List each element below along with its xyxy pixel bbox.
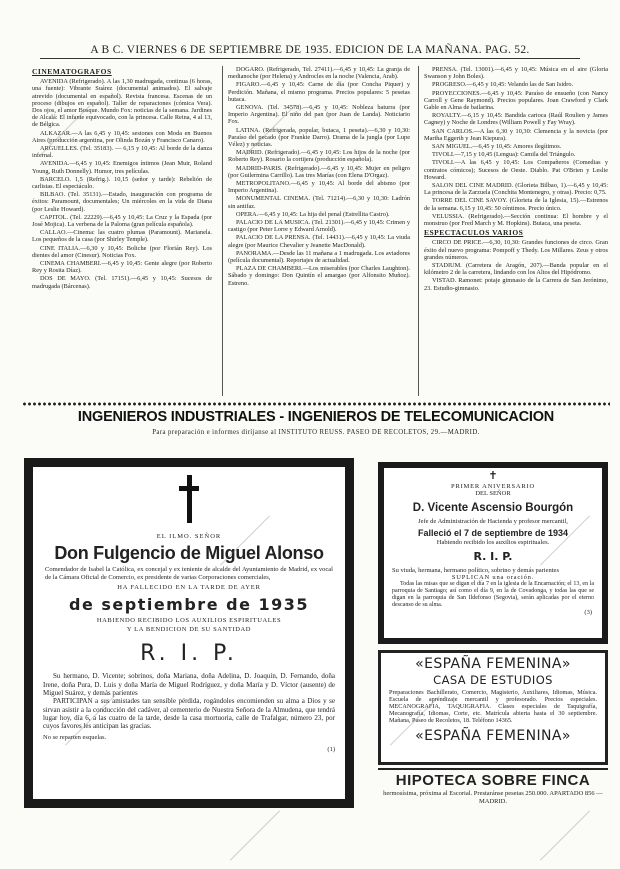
anniversary-heading: PRIMER ANIVERSARIO [451,483,535,490]
listing: CALLAO.—Cinema: las cuatro plumas (Paramount). Marianela. Los pequeños de la casa (por Shirley Temple). [32,229,212,244]
anniversary-masses: Todas las misas que se digan el día 7 en la iglesia de la Encarnación; el 13, en la parroquia de Santiago; así como el día 9, en la de Covadonga, y todas las que se digan en la parroquia de San Ildefonso (Segovia), serán aplicadas por el eterno descanso de su alma. [392,581,594,608]
cross-icon [179,475,199,523]
obituary-died-line: HA FALLECIDO EN LA TARDE DE AYER [117,584,261,592]
listing: PLAZA DE CHAMBERI.—Los miserables (por Charles Laughton). Sábado y domingo: Don Quintín el amargao (por Alfonsito Muñoz). Estreno. [228,265,410,287]
school-ad-subtitle: CASA DE ESTUDIOS [433,673,553,687]
anniversary-titles: Jefe de Administración de Hacienda y profesor mercantil, [418,517,568,525]
anniversary-rip: R. I. P. [473,549,513,563]
listing: ALKAZAR.—A las 6,45 y 10,45: sesiones con Moda en Buenos Aires (producción argentina, por Olinda Bozán y Francisco Canaro). [32,129,212,144]
obituary-ref: (1) [327,745,335,753]
listing: CINE ITALIA.—6,30 y 10,45: Boliche (por Florián Rey). Los dientes del amor (Cinesur). Noticias Fox. [32,244,212,259]
listing: OPERA.—6,45 y 10,45: La hija del penal (Estrellita Castro). [236,210,390,218]
anniversary-subheading: DEL SEÑOR [475,490,511,498]
obituary-sacraments: HABIENDO RECIBIDO LOS AUXILIOS ESPIRITUALES [96,616,282,624]
engineering-ad-subtitle: Para preparación e informes diríjanse al INSTITUTO REUSS. PASEO DE RECOLETOS, 29.—MADRID. [152,429,480,436]
listing: PRENSA. (Tel. 13001).—6,45 y 10,45: Música en el aire (Gloria Swanson y John Boles). [424,66,608,81]
listing: TIVOLI.—7,15 y 10,45 (Lengua): Camila del Triángulo. [432,151,576,159]
obituary-honorific: EL ILMO. SEÑOR [156,533,222,540]
listing: CAPITOL. (Tel. 22229).—6,45 y 10,45: La Cruz y la Espada (por José Mojica). La verbena de la Paloma (gran película española). [32,213,212,229]
listing: SAN MIGUEL.—6,45 y 10,45: Amores ilegítimos. [432,143,562,151]
obituary-name: Don Fulgencio de Miguel Alonso [54,543,324,564]
listing: ARGUELLES. (Tel. 35183). — 6,15 y 10,45: Al borde de la danza infernal. [32,145,212,160]
obituary-blessing: Y LA BENDICION DE SU SANTIDAD [126,626,252,634]
listing: CIRCO DE PRICE.—6,30, 10,30: Grandes funciones de circo. Gran éxito del nuevo programa: Pompoff y Thedy. Los Millares. Zeus y otros grandes números. [424,239,608,261]
anniversary-died: Falleció el 7 de septiembre de 1934 [417,528,569,539]
column-cinemas-1 [32,66,212,291]
listing: PANORAMA.—Desde las 11 mañana a 1 madrugada. Los aviadores (película documental). Reportajes de actualidad. [228,249,410,265]
engineering-ad [22,408,610,437]
listing: AVENIDA.—6,45 y 10,45: Enemigos íntimos (Jean Muir, Roland Young, Ruth Donnelly). Humor, tres películas. [32,160,212,175]
anniversary-family: Su viuda, hermana, hermano político, sobrino y demás parientes [392,566,559,574]
listing: PROYECCIONES.—6,45 y 10,45: Paraíso de ensueño (con Nancy Carroll y Gene Raymond). Precios populares. Joan Crawford y Clark Gable en Alma de bailarina. [424,89,608,112]
mortgage-ad-title: HIPOTECA SOBRE FINCA [395,772,591,789]
dotted-rule [22,402,610,406]
watermark-logo [540,810,590,860]
listing: VISTAD. Ramonet: potaje gimnasio de la Carrera de San Jerónimo, 23. Estudio-gimnasio. [424,277,608,292]
anniversary-name: D. Vicente Ascensio Bourgón [412,501,574,514]
listing: TIVOLI.—A las 6,45 y 10,45: Los Compañeros (Comedias y contratos cómicos); Sucesos de Oeste. Diablo. Pat O'Brien y Leslie Howard. [424,159,608,181]
listing: DOGARO. (Refrigerado, Tel. 27411).—6,45 y 10,45: La granja de medianoche (por Helena) y Androcles en la noche (Valencia, Arab). [228,66,410,81]
obituary-fulgencio [24,458,354,808]
listing: MADRID. (Refrigerado).—6,45 y 10,45: Los hijos de la noche (por Roberto Rey). Rosario la cortijera (producción española). [228,149,410,164]
obituary-body [33,672,345,758]
school-ad-footer: «ESPAÑA FEMENINA» [415,728,571,744]
listing: TORRE DEL CINE SAVOY. (Glorieta de la Iglesia, 15).—Estrenos de la semana. 6,15 y 10,45: 50 céntimos. Precio único. [424,197,608,212]
listing: GENOVA. (Tel. 34578).—6,45 y 10,45: Nobleza baturra (por Imperio Argentina). El niño del pan (por Juan de Landa). Noticiario Fox. [228,104,410,126]
anniversary-sacraments: Habiendo recibido los auxilios espirituales. [436,539,550,547]
mortgage-ad [378,768,608,805]
listing: FIGARO.—6,45 y 10,45: Carne de día (por Concha Piquer) y Perdición. Mañana, el mismo programa. Precios populares: 5 pesetas butaca. [228,81,410,103]
school-ad-text: Preparaciones Bachillerato, Comercio, Magisterio, Auxiliares, Idiomas, Música. Escuela de aprendizaje mercantil y profesorado. Precios especiales. MECANOGRAFIA, TAQUIGRAFIA. Clases especiales de Taquigrafía, Mecanografía, Idiomas, Corte, etc. Matrícula abierta hasta el 30 septiembre. Mañana, Paseo de Recoletos, 18. Teléfono 14365. [389,689,597,724]
listing: AVENIDA (Refrigerado). A las 1,30 madrugada, continua (6 horas, una fuente): Vibrante Suárez (documental animados). El salvaje atrevido (documental en español). Revista francesa. Escenas de un proceso (dibujos en español). Taller de reparaciones (cómica Vera). Dos ojos, el amor Bosque. Mundo Fox: noticias de la semana. Jardines de Alcalá: El infante equivocado, con la princesa. Calle Reina, 4 al 13, de Bélgica. [32,78,212,129]
obituary-date: de septiembre de 1935 [68,594,310,614]
listing: PALACIO DE LA PRENSA. (Tel. 14431).—6,45 y 10,45: La viuda alegre (por Maurice Chevalier y Jeanette MacDonald). [228,234,410,249]
engineering-ad-title: INGENIEROS INDUSTRIALES - INGENIEROS DE TELECOMUNICACION [77,409,555,425]
listing: LATINA. (Refrigerada, popular, butaca, 1 peseta).—6,30 y 10,30: Paraíso del pecado (por Frankie Darro). Drama de la jungla (por Lupe Vélez) y noticias. [228,126,410,149]
listing: CINEMA CHAMBERI.—6,45 y 10,45: Gente alegre (por Roberto Rey y Rosita Díaz). [32,260,212,275]
obituary-vicente [378,462,608,644]
school-ad-title: «ESPAÑA FEMENINA» [415,656,571,672]
obituary-titles: Comendador de Isabel la Católica, ex concejal y ex teniente de alcalde del Ayuntamiento de Madrid, ex vocal de la Cámara Oficial de Comercio, ex presidente de varias Corporaciones comerciales, [45,566,333,581]
listing: STADIUM. (Carretera de Aragón, 207).—Banda popular en el kilómetro 2 de la carretera, lindando con los Altos del Hipódromo. [424,262,608,277]
obituary-rip: R. I. P. [140,641,238,667]
column-cinemas-2 [228,66,410,288]
listing: PROGRESO.—6,45 y 10,45: Velando las de San Isidro. [432,81,574,89]
anniversary-request: SUPLICAN una oración. [451,574,535,582]
column-divider [418,66,419,396]
listing: PALACIO DE LA MUSICA. (Tel. 21301).—6,45 y 10,45: Crimen y castigo (por Peter Lorre y Edward Arnold). [228,219,410,234]
listing: BILBAO. (Tel. 35131).—Estado, inauguración con programa de éxitos: Paramount, documentales; Un miércoles en la vida de Diana (por Leslie Howard). [32,191,212,213]
listing: BARCELO. 1,5 (Refrig.). 10,15 (señor y tarde): Rebelión de carlistas. El espectáculo. [32,175,212,191]
obituary-note: No se reparten esquelas. [43,733,107,741]
listing: VELUSSIA. (Refrigerado).—Sección continua: El hombre y el monstruo (por Fred March y M. Hopkins). Butaca, una peseta. [424,212,608,228]
listing: DOS DE MAYO. (Tel. 17151).—6,45 y 10,45: Sucesos de madrugada (Bárcenas). [32,275,212,290]
anniversary-ref: (3) [584,608,592,616]
page-header: A B C. VIERNES 6 DE SEPTIEMBRE DE 1935. EDICION DE LA MAÑANA. PAG. 52. [40,44,580,59]
watermark-logo [230,810,280,860]
listing: SALON DEL CINE MADRID. (Glorieta Bilbao, 1).—6,45 y 10,45: La princesa de la Zarzuela (Conchita Montenegro, y otras). Precio: 0,75. [424,182,608,197]
section-title-cinematografos: CINEMATOGRAFOS [32,67,112,76]
column-divider [222,66,223,396]
obituary-announcement: PARTICIPAN a sus amistades tan sensible pérdida, rogándoles encomienden su alma a Dios y se sirvan asistir a la conducción del cadáver, al cementerio de Nuestra Señora de la Almudena, que tendrá lugar hoy, día 6, a las cuatro de la tarde, desde la casa mortuoria, calle de Trafalgar, número 23, por cuyos favores les anticipan las gracias. [43,697,335,731]
mortgage-ad-text: hermosísima, próxima al Escorial. Prestaránse pesetas 250.000. APARTADO 856 — MADRID. [383,790,603,805]
small-cross-icon: ✝ [488,470,498,482]
column-cinemas-3 [424,66,608,293]
listing: MONUMENTAL CINEMA. (Tel. 71214).—6,30 y 10,30: Ladrón sin antifaz. [228,195,410,210]
espana-femenina-ad [378,650,608,765]
listing: METROPOLITANO.—6,45 y 10,45: Al borde del abismo (por Imperio Argentina). [228,180,410,195]
obituary-family: Su hermano, D. Vicente; sobrinos, doña Mariana, doña Adelina, D. Joaquín, D. Fernando, doña Irene, doña Pura, D. Luis y doña María de Miguel Rodríguez, y doña María y D. Víctor (ausente) de Miguel Suárez, y demás parientes [43,672,335,698]
listing: MADRID-PARIS. (Refrigerado).—6,45 y 10,45: Mujer en peligro (por Guilermina Carrillo). Las tres Marías (con Elena D'Orgaz). [228,164,410,179]
listing: ROYALTY.—6,15 y 10,45: Bandida carioca (Raúl Roulien y James Cagney) y Noche de Londres (William Powell y Fay Wray). [424,112,608,127]
listing: SAN CARLOS.—A las 6,30 y 10,30: Clemencia y la novicia (por Martha Eggerth y Jean Kiepura). [424,127,608,142]
section-title-espectaculos: ESPECTACULOS VARIOS [424,228,524,238]
